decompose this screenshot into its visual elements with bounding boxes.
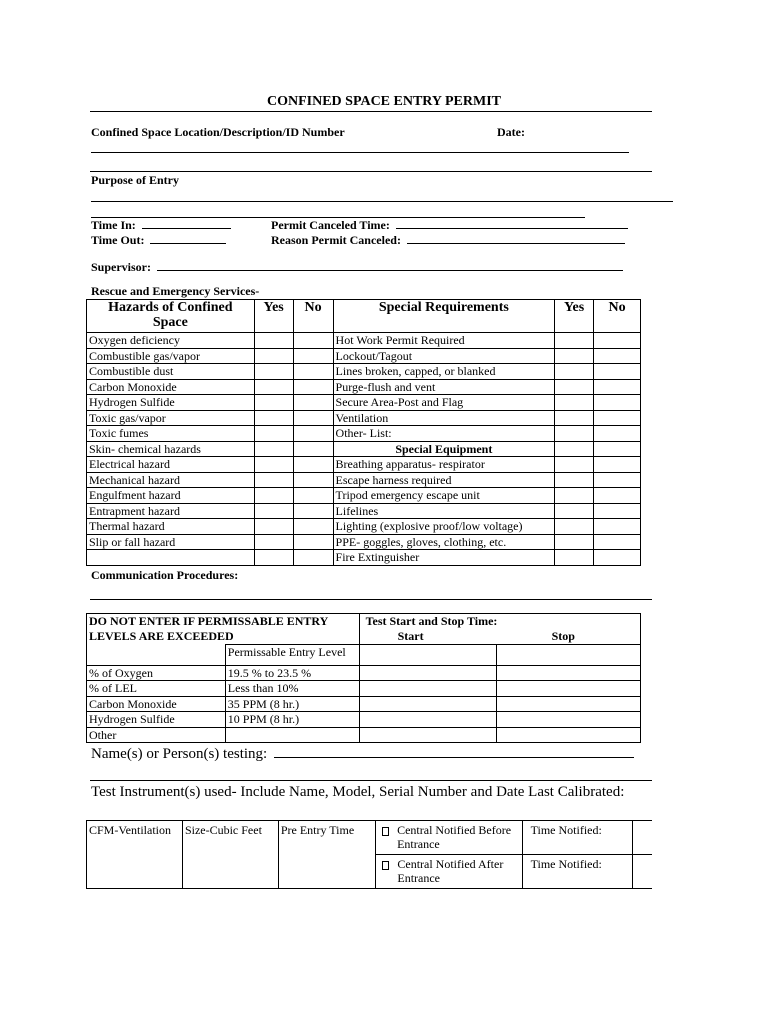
notified-after-cell[interactable] xyxy=(375,855,522,889)
time-in-label: Time In: xyxy=(91,218,136,232)
special-cell: Escape harness required xyxy=(333,472,555,488)
no-cell[interactable] xyxy=(293,488,333,504)
title-underline xyxy=(90,111,652,112)
no-cell[interactable] xyxy=(293,441,333,457)
yes-cell[interactable] xyxy=(555,519,594,535)
hazard-cell: Toxic gas/vapor xyxy=(87,410,255,426)
no-cell[interactable] xyxy=(293,410,333,426)
table-row xyxy=(87,441,641,457)
checkbox-icon[interactable] xyxy=(382,827,389,836)
special-cell: PPE- goggles, gloves, clothing, etc. xyxy=(333,534,555,550)
special-cell: Hot Work Permit Required xyxy=(333,333,555,349)
yes-cell[interactable] xyxy=(555,426,594,442)
special-cell: Other- List: xyxy=(333,426,555,442)
special-cell: Breathing apparatus- respirator xyxy=(333,457,555,473)
time-out-label: Time Out: xyxy=(91,233,145,247)
table-row xyxy=(87,821,653,855)
no-cell[interactable] xyxy=(594,457,641,473)
col-no-2: No xyxy=(594,300,641,333)
notified-after-label: Central Notified After Entrance xyxy=(397,857,504,885)
date-label: Date: xyxy=(497,125,525,139)
yes-cell[interactable] xyxy=(555,472,594,488)
blank-cell xyxy=(632,821,652,855)
start-cell[interactable] xyxy=(359,665,497,681)
notified-before-cell[interactable] xyxy=(375,821,522,855)
table-row xyxy=(87,364,641,380)
yes-cell[interactable] xyxy=(254,395,293,411)
gas-name-cell: Hydrogen Sulfide xyxy=(87,712,226,728)
permit-canceled-time-field[interactable] xyxy=(396,217,628,229)
test-time-cell xyxy=(359,614,640,645)
yes-cell[interactable] xyxy=(555,410,594,426)
stop-cell[interactable] xyxy=(497,727,641,743)
start-stop-row xyxy=(366,629,638,644)
yes-cell[interactable] xyxy=(254,519,293,535)
hazards-header-row xyxy=(87,300,641,333)
table-row xyxy=(87,395,641,411)
yes-cell[interactable] xyxy=(254,472,293,488)
start-label: Start xyxy=(397,629,424,643)
yes-cell[interactable] xyxy=(555,364,594,380)
table-row xyxy=(87,457,641,473)
no-cell[interactable] xyxy=(293,457,333,473)
ventilation-table xyxy=(86,820,652,889)
gas-name-cell: % of LEL xyxy=(87,681,226,697)
stop-label: Stop xyxy=(551,629,575,643)
hazard-cell: Toxic fumes xyxy=(87,426,255,442)
special-cell: Lines broken, capped, or blanked xyxy=(333,364,555,380)
stop-cell[interactable] xyxy=(497,696,641,712)
special-cell: Purge-flush and vent xyxy=(333,379,555,395)
no-cell[interactable] xyxy=(594,519,641,535)
no-cell[interactable] xyxy=(293,519,333,535)
table-row xyxy=(87,681,641,697)
hazard-cell: Electrical hazard xyxy=(87,457,255,473)
table-row xyxy=(87,712,641,728)
start-cell[interactable] xyxy=(359,645,497,666)
checkbox-icon[interactable] xyxy=(382,861,390,870)
table-row xyxy=(87,472,641,488)
blank-cell xyxy=(87,645,226,666)
hazard-cell: Engulfment hazard xyxy=(87,488,255,504)
no-cell[interactable] xyxy=(594,503,641,519)
yes-cell[interactable] xyxy=(254,457,293,473)
yes-cell[interactable] xyxy=(555,348,594,364)
level-cell: 35 PPM (8 hr.) xyxy=(225,696,359,712)
no-cell[interactable] xyxy=(293,364,333,380)
no-cell[interactable] xyxy=(594,488,641,504)
table-row xyxy=(87,519,641,535)
reason-canceled-label: Reason Permit Canceled: xyxy=(271,233,401,247)
start-cell[interactable] xyxy=(359,681,497,697)
special-cell: Lifelines xyxy=(333,503,555,519)
cfm-ventilation-cell[interactable]: CFM-Ventilation xyxy=(87,821,183,889)
hazard-cell: Combustible gas/vapor xyxy=(87,348,255,364)
no-cell[interactable] xyxy=(594,534,641,550)
hazard-cell: Combustible dust xyxy=(87,364,255,380)
levels-header-row xyxy=(87,614,641,645)
yes-cell[interactable] xyxy=(555,550,594,566)
yes-cell[interactable] xyxy=(254,348,293,364)
yes-cell[interactable] xyxy=(555,457,594,473)
col-no: No xyxy=(293,300,333,333)
table-row xyxy=(87,488,641,504)
time-out-field[interactable] xyxy=(150,232,226,244)
yes-cell[interactable] xyxy=(254,441,293,457)
col-hazards: Hazards of Confined Space xyxy=(87,300,255,333)
yes-cell[interactable] xyxy=(254,503,293,519)
page-title: CONFINED SPACE ENTRY PERMIT xyxy=(266,94,502,109)
no-cell[interactable] xyxy=(594,364,641,380)
hazard-cell: Thermal hazard xyxy=(87,519,255,535)
permit-canceled-time-label: Permit Canceled Time: xyxy=(271,218,390,232)
reason-canceled-row xyxy=(271,232,625,247)
testing-label: Name(s) or Person(s) testing: xyxy=(91,746,268,762)
level-cell: 10 PPM (8 hr.) xyxy=(225,712,359,728)
pre-entry-time-cell[interactable]: Pre Entry Time xyxy=(278,821,375,889)
special-equipment-heading: Special Equipment xyxy=(333,441,555,457)
time-notified-cell[interactable]: Time Notified: xyxy=(522,855,632,889)
no-cell[interactable] xyxy=(293,503,333,519)
hazard-cell xyxy=(87,550,255,566)
hazards-table xyxy=(86,299,641,566)
levels-subheader-row xyxy=(87,645,641,666)
no-cell[interactable] xyxy=(293,395,333,411)
purpose-field-line-1[interactable] xyxy=(91,201,673,202)
rescue-label: Rescue and Emergency Services- xyxy=(91,284,260,298)
hazard-cell: Carbon Monoxide xyxy=(87,379,255,395)
table-row xyxy=(87,503,641,519)
yes-cell[interactable] xyxy=(254,379,293,395)
stop-cell[interactable] xyxy=(497,665,641,681)
no-cell[interactable] xyxy=(293,348,333,364)
yes-cell[interactable] xyxy=(254,488,293,504)
col-special-requirements: Special Requirements xyxy=(333,300,555,333)
testing-row xyxy=(91,745,634,762)
no-cell[interactable] xyxy=(293,379,333,395)
stop-cell[interactable] xyxy=(497,712,641,728)
time-out-row xyxy=(91,232,226,247)
yes-cell[interactable] xyxy=(254,364,293,380)
location-label: Confined Space Location/Description/ID Number xyxy=(91,125,345,139)
entry-warning: DO NOT ENTER IF PERMISSABLE ENTRY LEVELS ARE EXCEEDED xyxy=(87,614,360,645)
yes-cell[interactable] xyxy=(254,426,293,442)
start-cell[interactable] xyxy=(359,727,497,743)
supervisor-field[interactable] xyxy=(157,259,623,271)
gas-name-cell: Other xyxy=(87,727,226,743)
no-cell[interactable] xyxy=(293,550,333,566)
no-cell[interactable] xyxy=(594,426,641,442)
table-row xyxy=(87,426,641,442)
purpose-label: Purpose of Entry xyxy=(91,173,179,187)
blank-cell xyxy=(632,855,652,889)
yes-cell[interactable] xyxy=(555,379,594,395)
col-yes: Yes xyxy=(254,300,293,333)
no-cell[interactable] xyxy=(594,333,641,349)
table-row xyxy=(87,665,641,681)
col-yes-2: Yes xyxy=(555,300,594,333)
testing-field[interactable] xyxy=(274,745,634,758)
no-cell[interactable] xyxy=(293,534,333,550)
yes-cell[interactable] xyxy=(555,441,594,457)
table-row xyxy=(87,550,641,566)
gas-name-cell: Carbon Monoxide xyxy=(87,696,226,712)
no-cell[interactable] xyxy=(594,472,641,488)
gas-name-cell: % of Oxygen xyxy=(87,665,226,681)
yes-cell[interactable] xyxy=(254,410,293,426)
special-cell: Lockout/Tagout xyxy=(333,348,555,364)
level-cell xyxy=(225,727,359,743)
location-field[interactable] xyxy=(91,152,629,153)
no-cell[interactable] xyxy=(594,379,641,395)
table-row xyxy=(87,410,641,426)
hazard-cell: Hydrogen Sulfide xyxy=(87,395,255,411)
no-cell[interactable] xyxy=(293,333,333,349)
table-row xyxy=(87,696,641,712)
hazard-cell: Oxygen deficiency xyxy=(87,333,255,349)
table-row xyxy=(87,534,641,550)
no-cell[interactable] xyxy=(293,472,333,488)
notified-before-label: Central Notified Before Entrance xyxy=(397,823,512,851)
no-cell[interactable] xyxy=(594,410,641,426)
level-cell: Less than 10% xyxy=(225,681,359,697)
yes-cell[interactable] xyxy=(254,534,293,550)
no-cell[interactable] xyxy=(594,348,641,364)
yes-cell[interactable] xyxy=(555,503,594,519)
level-cell: 19.5 % to 23.5 % xyxy=(225,665,359,681)
table-row xyxy=(87,727,641,743)
special-cell: Secure Area-Post and Flag xyxy=(333,395,555,411)
hazard-cell: Slip or fall hazard xyxy=(87,534,255,550)
table-row xyxy=(87,379,641,395)
yes-cell[interactable] xyxy=(555,488,594,504)
no-cell[interactable] xyxy=(594,395,641,411)
hazard-cell: Entrapment hazard xyxy=(87,503,255,519)
no-cell[interactable] xyxy=(594,441,641,457)
permit-canceled-time-row xyxy=(271,217,628,232)
start-cell[interactable] xyxy=(359,696,497,712)
yes-cell[interactable] xyxy=(254,550,293,566)
stop-cell[interactable] xyxy=(497,681,641,697)
permissable-entry-level-header: Permissable Entry Level xyxy=(225,645,359,666)
yes-cell[interactable] xyxy=(254,333,293,349)
time-notified-cell[interactable]: Time Notified: xyxy=(522,821,632,855)
special-cell: Ventilation xyxy=(333,410,555,426)
table-row xyxy=(87,333,641,349)
hazard-cell: Mechanical hazard xyxy=(87,472,255,488)
special-cell: Fire Extinguisher xyxy=(333,550,555,566)
no-cell[interactable] xyxy=(293,426,333,442)
start-cell[interactable] xyxy=(359,712,497,728)
special-cell: Tripod emergency escape unit xyxy=(333,488,555,504)
time-in-row xyxy=(91,217,231,232)
instruments-label: Test Instrument(s) used- Include Name, Model, Serial Number and Date Last Calibrated: xyxy=(91,784,625,800)
supervisor-label: Supervisor: xyxy=(91,260,151,274)
reason-canceled-field[interactable] xyxy=(407,232,625,244)
hazard-cell: Skin- chemical hazards xyxy=(87,441,255,457)
test-time-label: Test Start and Stop Time: xyxy=(365,614,498,628)
section-divider xyxy=(90,171,652,172)
supervisor-row xyxy=(91,259,623,274)
table-row xyxy=(87,348,641,364)
yes-cell[interactable] xyxy=(555,333,594,349)
no-cell[interactable] xyxy=(594,550,641,566)
entry-levels-table xyxy=(86,613,641,743)
size-cubic-feet-cell[interactable]: Size-Cubic Feet xyxy=(182,821,278,889)
stop-cell[interactable] xyxy=(497,645,641,666)
yes-cell[interactable] xyxy=(555,534,594,550)
time-in-field[interactable] xyxy=(142,217,231,229)
communication-label: Communication Procedures: xyxy=(91,568,239,582)
testing-divider xyxy=(90,780,652,781)
special-cell: Lighting (explosive proof/low voltage) xyxy=(333,519,555,535)
yes-cell[interactable] xyxy=(555,395,594,411)
communication-field[interactable] xyxy=(90,599,652,600)
